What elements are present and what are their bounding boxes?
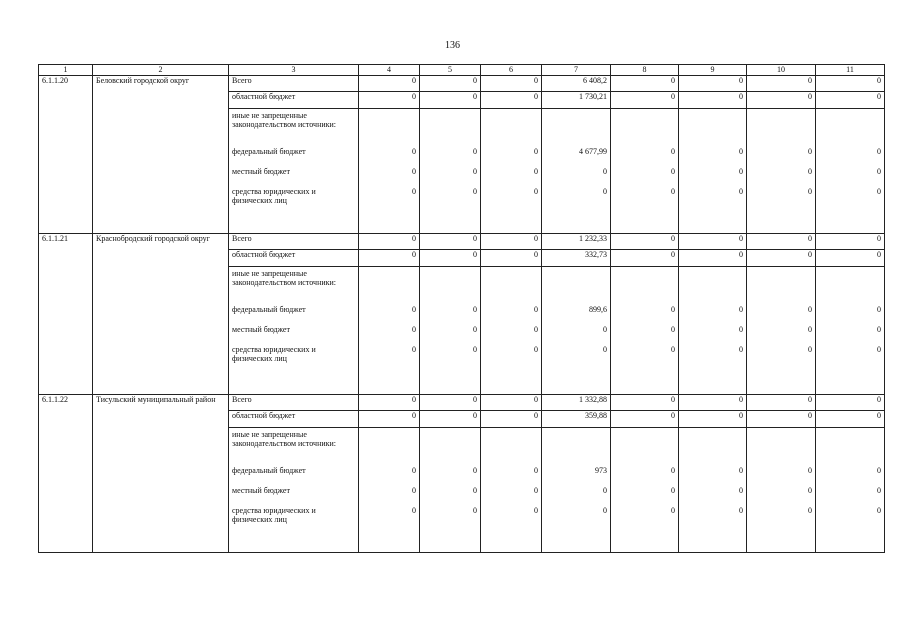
value-lines <box>420 109 480 233</box>
value-cell: 0 <box>473 305 477 314</box>
value-cell: 0 <box>808 506 812 515</box>
spacer <box>611 428 678 464</box>
header-cell: 4 <box>359 65 420 76</box>
row-code: 6.1.1.22 <box>39 395 93 553</box>
spacer <box>747 267 815 303</box>
value-cell: 0 <box>808 187 812 196</box>
value-cell: 0 <box>534 187 538 196</box>
source-label-stack <box>229 109 359 234</box>
value-stack <box>481 267 542 395</box>
value-cell: 0 <box>816 411 885 428</box>
value-lines <box>542 267 610 391</box>
spacer <box>481 267 541 303</box>
value-cell: 0 <box>671 345 675 354</box>
value-cell: 0 <box>603 167 607 176</box>
value-cell: 0 <box>671 506 675 515</box>
value-cell: 0 <box>816 92 885 109</box>
value-cell: 0 <box>671 167 675 176</box>
value-stack <box>679 109 747 234</box>
value-stack <box>611 428 679 553</box>
federal-budget-label: федеральный бюджет <box>232 466 306 475</box>
value-cell: 0 <box>671 325 675 334</box>
value-lines <box>420 428 480 552</box>
source-label-total: Всего <box>229 234 359 250</box>
value-cell: 0 <box>473 167 477 176</box>
value-cell: 0 <box>611 395 679 411</box>
value-lines <box>542 109 610 233</box>
value-cell: 0 <box>816 76 885 92</box>
value-cell: 0 <box>473 466 477 475</box>
value-cell: 0 <box>739 486 743 495</box>
value-cell: 0 <box>611 411 679 428</box>
value-lines <box>747 109 815 233</box>
row-code: 6.1.1.21 <box>39 234 93 395</box>
spacer <box>542 428 610 464</box>
value-stack <box>747 267 816 395</box>
value-cell: 0 <box>877 345 881 354</box>
value-lines <box>611 109 678 233</box>
value-stack <box>542 428 611 553</box>
source-label-stack <box>229 267 359 395</box>
value-cell: 0 <box>877 167 881 176</box>
value-stack <box>359 267 420 395</box>
value-cell: 0 <box>534 147 538 156</box>
value-cell: 973 <box>595 466 607 475</box>
value-cell: 0 <box>747 411 816 428</box>
value-cell: 0 <box>359 250 420 267</box>
header-cell: 2 <box>93 65 229 76</box>
source-label-total: Всего <box>229 395 359 411</box>
source-label-oblast: областной бюджет <box>229 411 359 428</box>
value-cell: 0 <box>420 395 481 411</box>
value-cell: 0 <box>808 167 812 176</box>
source-label-total: Всего <box>229 76 359 92</box>
value-stack <box>542 267 611 395</box>
value-cell: 0 <box>877 506 881 515</box>
spacer <box>542 109 610 145</box>
value-cell: 0 <box>603 486 607 495</box>
value-cell: 0 <box>420 76 481 92</box>
value-lines <box>816 109 884 233</box>
source-label-oblast: областной бюджет <box>229 250 359 267</box>
spacer <box>611 109 678 145</box>
value-lines <box>359 428 419 552</box>
value-cell: 332,73 <box>542 250 611 267</box>
value-cell: 0 <box>412 486 416 495</box>
value-cell: 0 <box>473 147 477 156</box>
value-cell: 0 <box>359 411 420 428</box>
value-lines <box>679 428 746 552</box>
value-cell: 0 <box>534 466 538 475</box>
value-stack <box>359 428 420 553</box>
value-cell: 0 <box>534 345 538 354</box>
spacer <box>679 428 746 464</box>
legal-entities-label: средства юридических и физических лиц <box>232 506 316 524</box>
spacer <box>420 428 480 464</box>
value-cell: 0 <box>412 147 416 156</box>
value-stack <box>747 428 816 553</box>
value-cell: 0 <box>679 234 747 250</box>
value-lines <box>816 267 884 391</box>
header-cell: 3 <box>229 65 359 76</box>
header-row <box>39 65 885 76</box>
page-number: 136 <box>445 40 460 51</box>
local-budget-label: местный бюджет <box>232 167 290 176</box>
value-cell: 0 <box>420 92 481 109</box>
spacer <box>481 109 541 145</box>
header-cell: 5 <box>420 65 481 76</box>
value-cell: 0 <box>747 234 816 250</box>
value-cell: 0 <box>481 411 542 428</box>
local-budget-label: местный бюджет <box>232 325 290 334</box>
value-stack <box>420 109 481 234</box>
spacer <box>420 109 480 145</box>
value-cell: 0 <box>481 76 542 92</box>
legal-entities-label: средства юридических и физических лиц <box>232 187 316 205</box>
value-lines <box>679 267 746 391</box>
value-cell: 0 <box>611 234 679 250</box>
value-cell: 0 <box>739 345 743 354</box>
value-cell: 0 <box>816 250 885 267</box>
value-cell: 0 <box>739 305 743 314</box>
value-cell: 0 <box>877 187 881 196</box>
legal-entities-label: средства юридических и физических лиц <box>232 345 316 363</box>
source-label-stack <box>229 428 359 553</box>
spacer <box>816 428 884 464</box>
value-cell: 0 <box>679 395 747 411</box>
value-cell: 0 <box>420 411 481 428</box>
value-cell: 0 <box>473 506 477 515</box>
value-cell: 0 <box>412 187 416 196</box>
value-stack <box>542 109 611 234</box>
spacer <box>816 109 884 145</box>
value-cell: 0 <box>808 305 812 314</box>
value-cell: 0 <box>671 466 675 475</box>
value-cell: 0 <box>603 345 607 354</box>
spacer <box>679 109 746 145</box>
value-stack <box>481 109 542 234</box>
value-cell: 0 <box>808 147 812 156</box>
spacer <box>611 267 678 303</box>
value-stack <box>611 109 679 234</box>
value-cell: 0 <box>679 411 747 428</box>
value-cell: 0 <box>739 325 743 334</box>
value-cell: 0 <box>611 92 679 109</box>
row-code: 6.1.1.20 <box>39 76 93 234</box>
spacer <box>747 428 815 464</box>
row-name: Тисульский муниципальный район <box>93 395 229 553</box>
value-cell: 0 <box>739 466 743 475</box>
value-stack <box>816 428 885 553</box>
header-cell: 1 <box>39 65 93 76</box>
value-lines <box>816 428 884 552</box>
federal-budget-label: федеральный бюджет <box>232 147 306 156</box>
value-cell: 0 <box>739 147 743 156</box>
value-cell: 0 <box>534 486 538 495</box>
value-cell: 0 <box>679 76 747 92</box>
value-cell: 0 <box>747 250 816 267</box>
source-labels <box>229 109 358 233</box>
other-sources-label: иные не запрещенные законодательством источники: <box>232 430 337 448</box>
value-cell: 0 <box>808 325 812 334</box>
value-cell: 0 <box>359 395 420 411</box>
value-cell: 0 <box>481 92 542 109</box>
value-cell: 0 <box>747 395 816 411</box>
value-cell: 0 <box>412 305 416 314</box>
value-cell: 0 <box>739 167 743 176</box>
value-cell: 1 232,33 <box>542 234 611 250</box>
value-cell: 0 <box>534 167 538 176</box>
header-cell: 8 <box>611 65 679 76</box>
value-stack <box>816 267 885 395</box>
value-cell: 0 <box>359 92 420 109</box>
value-cell: 0 <box>473 345 477 354</box>
spacer <box>481 428 541 464</box>
value-cell: 4 677,99 <box>579 147 607 156</box>
value-lines <box>542 428 610 552</box>
value-lines <box>420 267 480 391</box>
federal-budget-label: федеральный бюджет <box>232 305 306 314</box>
value-cell: 0 <box>739 187 743 196</box>
value-stack <box>747 109 816 234</box>
header-cell: 9 <box>679 65 747 76</box>
spacer <box>542 267 610 303</box>
value-stack <box>359 109 420 234</box>
value-cell: 0 <box>603 325 607 334</box>
value-lines <box>359 267 419 391</box>
value-cell: 0 <box>877 466 881 475</box>
value-cell: 0 <box>747 76 816 92</box>
value-cell: 0 <box>412 167 416 176</box>
value-cell: 0 <box>481 234 542 250</box>
value-cell: 0 <box>534 506 538 515</box>
value-cell: 0 <box>816 395 885 411</box>
value-cell: 6 408,2 <box>542 76 611 92</box>
value-cell: 0 <box>420 234 481 250</box>
value-cell: 0 <box>671 147 675 156</box>
value-cell: 1 730,21 <box>542 92 611 109</box>
value-cell: 0 <box>679 250 747 267</box>
table-row-total <box>39 395 885 411</box>
other-sources-label: иные не запрещенные законодательством источники: <box>232 111 337 129</box>
source-label-oblast: областной бюджет <box>229 92 359 109</box>
value-cell: 0 <box>611 76 679 92</box>
value-cell: 0 <box>603 187 607 196</box>
table-row-total <box>39 76 885 92</box>
table-row-total <box>39 234 885 250</box>
value-cell: 0 <box>412 466 416 475</box>
value-cell: 0 <box>534 305 538 314</box>
header-cell: 6 <box>481 65 542 76</box>
row-name: Беловский городской округ <box>93 76 229 234</box>
value-cell: 0 <box>877 325 881 334</box>
row-name: Краснобродский городской округ <box>93 234 229 395</box>
spacer <box>359 267 419 303</box>
value-cell: 0 <box>481 250 542 267</box>
value-cell: 899,6 <box>589 305 607 314</box>
value-stack <box>816 109 885 234</box>
value-cell: 0 <box>611 250 679 267</box>
source-labels <box>229 428 358 552</box>
value-lines <box>481 109 541 233</box>
value-lines <box>679 109 746 233</box>
value-stack <box>679 267 747 395</box>
value-cell: 0 <box>359 76 420 92</box>
local-budget-label: местный бюджет <box>232 486 290 495</box>
value-lines <box>359 109 419 233</box>
value-cell: 0 <box>747 92 816 109</box>
spacer <box>816 267 884 303</box>
spacer <box>359 109 419 145</box>
value-cell: 0 <box>671 486 675 495</box>
value-cell: 0 <box>473 187 477 196</box>
spacer <box>679 267 746 303</box>
value-cell: 0 <box>808 466 812 475</box>
value-cell: 0 <box>739 506 743 515</box>
value-stack <box>420 267 481 395</box>
header-cell: 7 <box>542 65 611 76</box>
budget-table <box>38 64 885 553</box>
value-cell: 0 <box>481 395 542 411</box>
spacer <box>747 109 815 145</box>
value-cell: 0 <box>420 250 481 267</box>
source-labels <box>229 267 358 391</box>
value-lines <box>481 267 541 391</box>
value-cell: 0 <box>412 325 416 334</box>
value-cell: 0 <box>808 345 812 354</box>
value-stack <box>481 428 542 553</box>
value-lines <box>481 428 541 552</box>
value-stack <box>611 267 679 395</box>
spacer <box>420 267 480 303</box>
value-cell: 359,88 <box>542 411 611 428</box>
value-stack <box>420 428 481 553</box>
value-cell: 0 <box>473 325 477 334</box>
value-cell: 0 <box>671 305 675 314</box>
value-cell: 0 <box>534 325 538 334</box>
value-cell: 0 <box>816 234 885 250</box>
value-cell: 1 332,88 <box>542 395 611 411</box>
value-cell: 0 <box>877 486 881 495</box>
other-sources-label: иные не запрещенные законодательством источники: <box>232 269 337 287</box>
value-cell: 0 <box>603 506 607 515</box>
value-lines <box>611 267 678 391</box>
spacer <box>359 428 419 464</box>
value-cell: 0 <box>412 506 416 515</box>
value-cell: 0 <box>679 92 747 109</box>
value-cell: 0 <box>671 187 675 196</box>
value-lines <box>747 267 815 391</box>
value-cell: 0 <box>359 234 420 250</box>
value-lines <box>611 428 678 552</box>
value-cell: 0 <box>808 486 812 495</box>
value-lines <box>747 428 815 552</box>
value-cell: 0 <box>412 345 416 354</box>
header-cell: 11 <box>816 65 885 76</box>
value-cell: 0 <box>877 305 881 314</box>
header-cell: 10 <box>747 65 816 76</box>
value-cell: 0 <box>877 147 881 156</box>
value-cell: 0 <box>473 486 477 495</box>
value-stack <box>679 428 747 553</box>
